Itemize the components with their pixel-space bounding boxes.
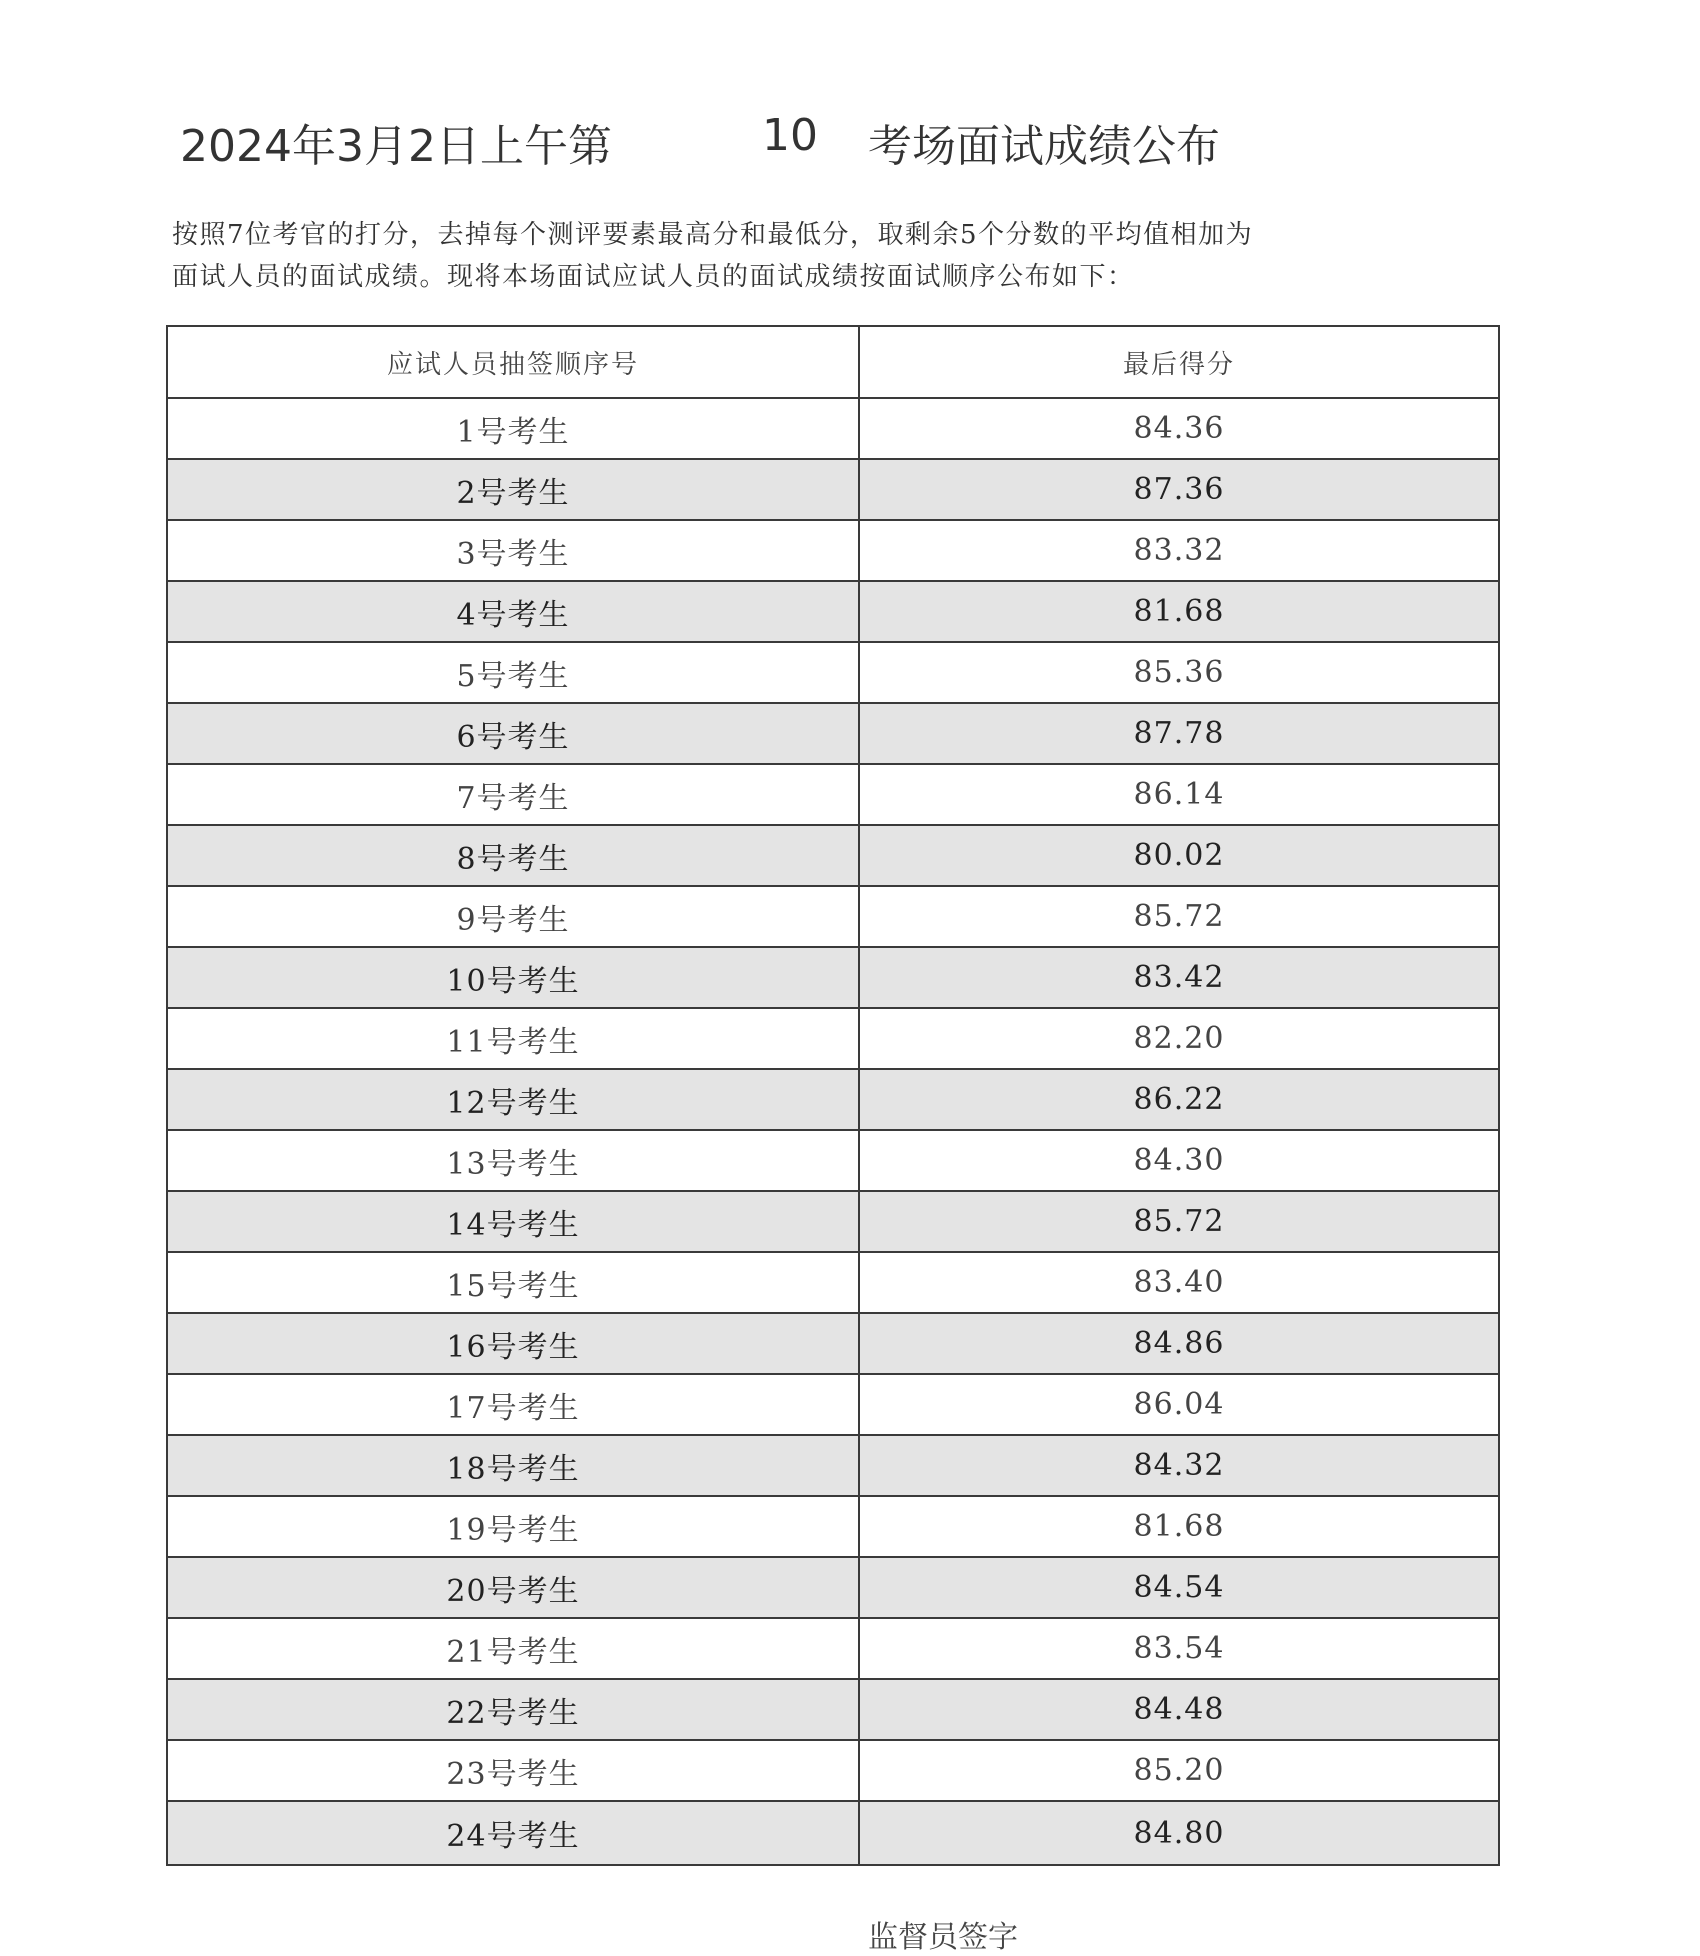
final-score-cell: 86.04 [859,1374,1499,1435]
final-score-cell: 87.36 [859,459,1499,520]
candidate-order-cell: 19号考生 [167,1496,859,1557]
table-row [167,1618,1499,1679]
table-row [167,398,1499,459]
candidate-order-cell: 24号考生 [167,1801,859,1865]
candidate-order-cell: 13号考生 [167,1130,859,1191]
final-score-cell: 84.48 [859,1679,1499,1740]
candidate-order-cell: 1号考生 [167,398,859,459]
table-row [167,1069,1499,1130]
candidate-order-cell: 21号考生 [167,1618,859,1679]
final-score-cell: 86.22 [859,1069,1499,1130]
candidate-order-cell: 7号考生 [167,764,859,825]
final-score-cell: 80.02 [859,825,1499,886]
table-row [167,1252,1499,1313]
table-row [167,1435,1499,1496]
table-header-row [167,326,1499,398]
table-row [167,1496,1499,1557]
final-score-cell: 83.32 [859,520,1499,581]
candidate-order-cell: 3号考生 [167,520,859,581]
final-score-cell: 84.80 [859,1801,1499,1865]
table-row [167,1679,1499,1740]
final-score-cell: 83.42 [859,947,1499,1008]
table-row [167,1801,1499,1865]
table-row [167,1740,1499,1801]
candidate-order-cell: 14号考生 [167,1191,859,1252]
candidate-order-cell: 4号考生 [167,581,859,642]
final-score-cell: 85.72 [859,1191,1499,1252]
table-row [167,520,1499,581]
table-row [167,1557,1499,1618]
header-candidate-order: 应试人员抽签顺序号 [167,326,859,398]
table-row [167,1191,1499,1252]
title-announcement-part: 考场面试成绩公布 [868,121,1220,172]
table-row [167,947,1499,1008]
final-score-cell: 81.68 [859,1496,1499,1557]
candidate-order-cell: 10号考生 [167,947,859,1008]
title-date-part: 2024年3月2日上午第 [180,121,612,172]
score-table [166,325,1500,1866]
table-row [167,1374,1499,1435]
intro-line-2: 面试人员的面试成绩。现将本场面试应试人员的面试成绩按面试顺序公布如下： [172,262,1135,292]
score-table-body [167,398,1499,1865]
final-score-cell: 86.14 [859,764,1499,825]
final-score-cell: 85.36 [859,642,1499,703]
table-row [167,886,1499,947]
candidate-order-cell: 9号考生 [167,886,859,947]
final-score-cell: 84.32 [859,1435,1499,1496]
final-score-cell: 87.78 [859,703,1499,764]
header-final-score: 最后得分 [859,326,1499,398]
candidate-order-cell: 22号考生 [167,1679,859,1740]
candidate-order-cell: 20号考生 [167,1557,859,1618]
final-score-cell: 82.20 [859,1008,1499,1069]
table-row [167,642,1499,703]
table-row [167,459,1499,520]
candidate-order-cell: 16号考生 [167,1313,859,1374]
final-score-cell: 84.54 [859,1557,1499,1618]
candidate-order-cell: 2号考生 [167,459,859,520]
final-score-cell: 83.54 [859,1618,1499,1679]
candidate-order-cell: 11号考生 [167,1008,859,1069]
table-row [167,764,1499,825]
intro-paragraph [172,214,1492,298]
footer-supervisor-signature: 监督员签字 [868,1920,1018,1955]
final-score-cell: 84.86 [859,1313,1499,1374]
candidate-order-cell: 5号考生 [167,642,859,703]
candidate-order-cell: 8号考生 [167,825,859,886]
table-row [167,1130,1499,1191]
table-row [167,1008,1499,1069]
candidate-order-cell: 6号考生 [167,703,859,764]
intro-line-1: 按照7位考官的打分，去掉每个测评要素最高分和最低分，取剩余5个分数的平均值相加为 [172,220,1254,250]
candidate-order-cell: 15号考生 [167,1252,859,1313]
table-row [167,1313,1499,1374]
title-room-number: 10 [762,110,818,161]
final-score-cell: 85.72 [859,886,1499,947]
candidate-order-cell: 18号考生 [167,1435,859,1496]
candidate-order-cell: 23号考生 [167,1740,859,1801]
final-score-cell: 84.30 [859,1130,1499,1191]
table-row [167,581,1499,642]
table-row [167,703,1499,764]
final-score-cell: 81.68 [859,581,1499,642]
final-score-cell: 85.20 [859,1740,1499,1801]
candidate-order-cell: 12号考生 [167,1069,859,1130]
final-score-cell: 83.40 [859,1252,1499,1313]
final-score-cell: 84.36 [859,398,1499,459]
table-row [167,825,1499,886]
candidate-order-cell: 17号考生 [167,1374,859,1435]
